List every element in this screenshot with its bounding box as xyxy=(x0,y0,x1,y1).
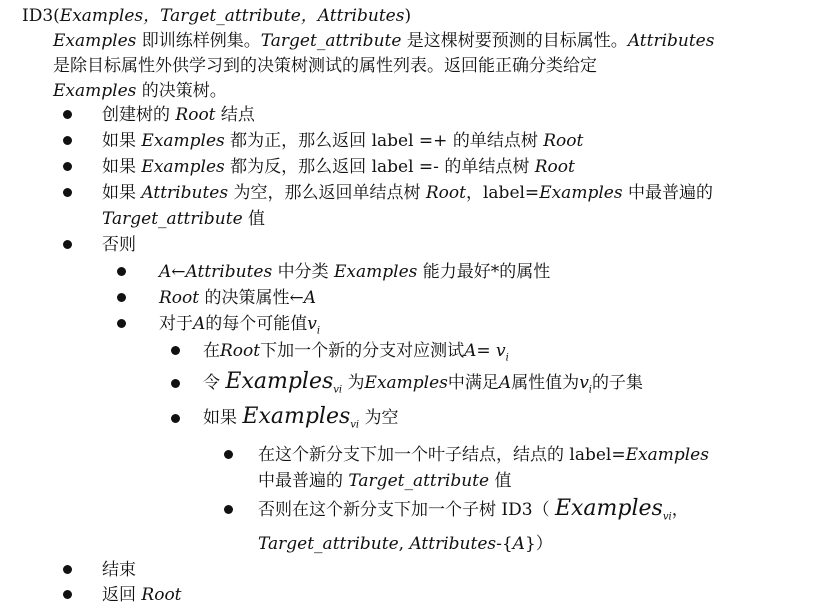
step-text: 为空，那么返回单结点树 xyxy=(228,183,426,203)
description-line-1 xyxy=(53,29,714,53)
term-a: A xyxy=(498,373,512,393)
step-text: 中分类 xyxy=(272,262,334,282)
step-text: }） xyxy=(524,534,553,554)
step-text: 中最普遍的 xyxy=(258,471,349,491)
bullet-dot xyxy=(63,240,72,249)
term-attributes: Attributes xyxy=(185,262,273,282)
step-text: 属性值为 xyxy=(511,373,580,393)
term-target-attribute: Target_attribute xyxy=(348,471,490,491)
term-target-attribute: Target_attribute xyxy=(260,31,402,51)
step-root-decision xyxy=(159,286,316,310)
term-a: A xyxy=(159,262,172,282)
step-if-empty xyxy=(203,403,399,439)
term-root: Root xyxy=(425,183,466,203)
desc-text: 是这棵树要预测的目标属性。 xyxy=(401,31,628,51)
step-subset xyxy=(203,368,643,404)
bullet-dot xyxy=(63,590,72,599)
term-attributes: Attributes xyxy=(141,183,229,203)
step-choose-best-attribute xyxy=(159,260,550,284)
term-target-attribute: Target_attribute xyxy=(258,534,399,554)
step-text: 下加一个新的分支对应测试 xyxy=(260,341,465,361)
function-close: ) xyxy=(404,6,412,26)
bullet-dot xyxy=(63,110,72,119)
step-text: = xyxy=(476,341,497,361)
step-text: 都为正，那么返回 label =+ 的单结点树 xyxy=(224,131,544,151)
description-line-2 xyxy=(53,54,597,78)
term-a: A xyxy=(193,314,206,334)
desc-text: 的决策树。 xyxy=(136,81,227,101)
step-text: 令 xyxy=(203,373,226,393)
step-text: 中最普遍的 xyxy=(622,183,713,203)
subscript-vi: vi xyxy=(333,384,343,396)
step-text: 如果 xyxy=(203,408,243,428)
step-add-subtree-cont xyxy=(258,532,553,556)
step-text: 结点 xyxy=(215,105,255,125)
desc-text: 即训练样例集。 xyxy=(136,31,261,51)
function-args: Examples，Target_attribute，Attributes xyxy=(59,6,405,26)
step-text: 否则 xyxy=(102,235,136,255)
step-text: , xyxy=(398,534,410,554)
term-examples: Examples xyxy=(554,496,663,521)
step-text: 值 xyxy=(489,471,512,491)
step-return-root xyxy=(102,583,182,607)
step-text: 的子集 xyxy=(592,373,643,393)
term-examples: Examples xyxy=(625,445,709,465)
term-a: A xyxy=(303,288,317,308)
function-name: ID3( xyxy=(22,6,60,26)
term-a: A xyxy=(464,341,477,361)
bullet-dot xyxy=(117,319,126,328)
step-text: ， xyxy=(671,500,689,520)
term-v: v xyxy=(307,314,317,334)
step-add-leaf-cont xyxy=(258,469,511,493)
step-all-negative xyxy=(102,155,575,179)
subscript-vi: vi xyxy=(662,511,672,523)
step-text: 如果 xyxy=(102,131,142,151)
step-text: 中满足 xyxy=(447,373,499,393)
desc-text: 是除目标属性外供学习到的决策树测试的属性列表。返回能正确分类给定 xyxy=(53,56,597,76)
step-text: 在这个新分支下加一个叶子结点，结点的 label= xyxy=(258,445,626,465)
step-end xyxy=(102,558,136,582)
step-text: 如果 xyxy=(102,183,142,203)
term-attributes: Attributes xyxy=(627,31,715,51)
term-examples: Examples xyxy=(141,157,225,177)
bullet-dot xyxy=(224,450,233,459)
step-otherwise xyxy=(102,233,136,257)
subscript-i: i xyxy=(588,384,592,396)
step-text: 创建树的 xyxy=(102,105,176,125)
step-text: 的每个可能值 xyxy=(205,314,308,334)
step-text: 的决策属性← xyxy=(199,288,304,308)
term-examples: Examples xyxy=(53,81,137,101)
step-text: 为 xyxy=(342,373,365,393)
bullet-dot xyxy=(63,565,72,574)
step-attributes-empty-cont xyxy=(102,207,265,231)
term-root: Root xyxy=(220,341,261,361)
left-arrow-icon: ← xyxy=(171,262,186,282)
step-text: 如果 xyxy=(102,157,142,177)
term-target-attribute: Target_attribute xyxy=(102,209,243,229)
subscript-i: i xyxy=(316,325,321,337)
term-examples: Examples xyxy=(53,31,137,51)
bullet-dot xyxy=(171,414,180,423)
term-a: A xyxy=(512,534,525,554)
term-examples: Examples xyxy=(225,369,334,394)
term-attributes: Attributes xyxy=(409,534,497,554)
step-text: 对于 xyxy=(159,314,193,334)
bullet-dot xyxy=(117,293,126,302)
term-v: v xyxy=(579,373,589,393)
step-attributes-empty xyxy=(102,181,713,205)
step-text: 在 xyxy=(203,341,220,361)
bullet-dot xyxy=(224,505,233,514)
term-examples: Examples xyxy=(364,373,448,393)
step-all-positive xyxy=(102,129,583,153)
term-root: Root xyxy=(543,131,584,151)
bullet-dot xyxy=(171,346,180,355)
step-text: ，label= xyxy=(465,183,540,203)
step-text: -{ xyxy=(496,534,513,554)
step-add-subtree xyxy=(258,495,689,531)
term-v: v xyxy=(496,341,506,361)
term-examples: Examples xyxy=(539,183,623,203)
step-create-root xyxy=(102,103,255,127)
step-add-branch xyxy=(203,339,509,370)
bullet-dot xyxy=(63,188,72,197)
function-signature xyxy=(22,4,411,28)
term-examples: Examples xyxy=(334,262,418,282)
subscript-i: i xyxy=(505,352,509,364)
step-text: 结束 xyxy=(102,560,136,580)
description-line-3 xyxy=(53,79,227,103)
bullet-dot xyxy=(117,267,126,276)
step-text: 返回 xyxy=(102,585,142,605)
term-examples: Examples xyxy=(141,131,225,151)
step-text: 都为反，那么返回 label =- 的单结点树 xyxy=(224,157,535,177)
term-examples: Examples xyxy=(242,404,351,429)
step-text: 为空 xyxy=(359,408,399,428)
step-text: 否则在这个新分支下加一个子树 ID3（ xyxy=(258,500,555,520)
term-root: Root xyxy=(534,157,575,177)
term-root: Root xyxy=(159,288,200,308)
bullet-dot xyxy=(171,379,180,388)
step-text: 能力最好*的属性 xyxy=(417,262,551,282)
bullet-dot xyxy=(63,136,72,145)
bullet-dot xyxy=(63,162,72,171)
term-root: Root xyxy=(175,105,216,125)
term-root: Root xyxy=(141,585,182,605)
step-add-leaf xyxy=(258,443,709,467)
subscript-vi: vi xyxy=(350,419,360,431)
step-text: 值 xyxy=(242,209,266,229)
